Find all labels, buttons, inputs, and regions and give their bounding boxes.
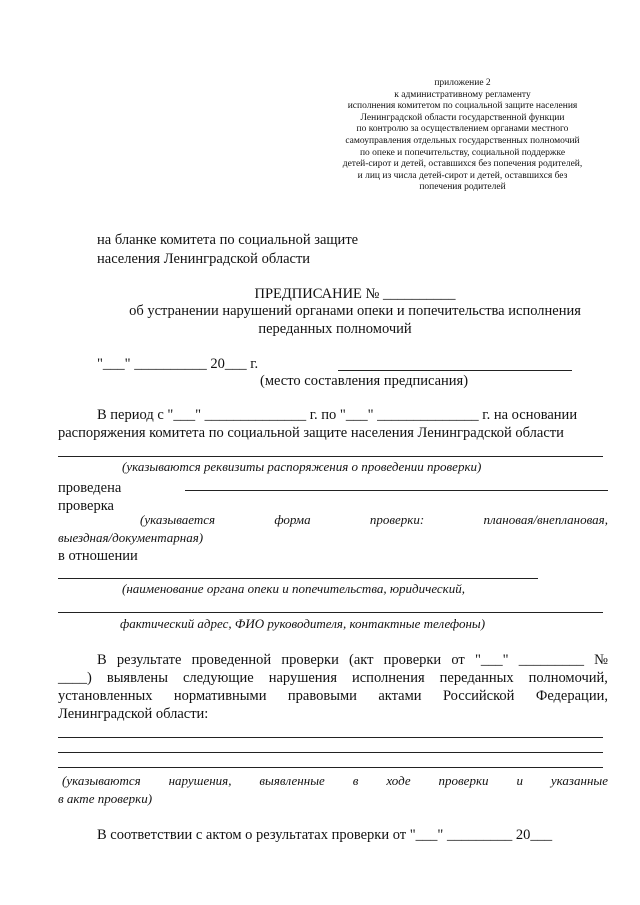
appendix-line: приложение 2 [434, 78, 491, 88]
place-caption: (место составления предписания) [260, 373, 469, 389]
violations-underline-3 [58, 767, 603, 768]
inspection-caption-line-2: выездная/документарная) [58, 530, 204, 545]
period-line-2: распоряжения комитета по социальной защите населения Ленинградской области [58, 425, 564, 441]
caption-word: в [352, 773, 359, 788]
violations-caption-line-2: в акте проверки) [58, 791, 153, 806]
document-title: ПРЕДПИСАНИЕ № __________ [254, 286, 456, 302]
final-paragraph-line: В соответствии с актом о результатах проверки от "___" _________ 20___ [97, 827, 553, 843]
word: № [594, 652, 608, 668]
word: проверки [383, 652, 442, 668]
caption-word: нарушения, [168, 773, 232, 788]
appendix-line: исполнения комитетом по социальной защите населения [347, 101, 578, 112]
inspection-underline [185, 490, 608, 491]
result-line-1 [97, 650, 608, 670]
letterhead-line-2: населения Ленинградской области [97, 251, 311, 267]
regarding-underline-1 [58, 578, 538, 579]
word: актами [378, 688, 422, 704]
word: "___" [474, 652, 509, 668]
word: проведенной [191, 652, 272, 668]
appendix-line: по опеке и попечительству, социальной поддержке [359, 147, 566, 158]
regarding-caption-1: (наименование органа опеки и попечительства, юридический, [122, 581, 466, 596]
word: (акт [349, 652, 374, 668]
word: Российской [442, 688, 515, 704]
word: нарушения [268, 670, 337, 686]
result-line-2 [58, 668, 608, 688]
inspection-word-1: проведена [58, 480, 122, 496]
caption-word: плановая/внеплановая, [483, 512, 608, 527]
document-subtitle-1: об устранении нарушений органами опеки и попечительства исполнения [129, 303, 581, 319]
word: от [451, 652, 465, 668]
inspection-word-2: проверка [58, 498, 114, 514]
appendix-line: по контролю за осуществлением органами местного [356, 124, 569, 135]
word: ____) [58, 670, 92, 686]
violations-underline-2 [58, 752, 603, 753]
word: переданных [439, 670, 514, 686]
caption-word: форма [274, 512, 311, 527]
violations-caption [62, 773, 608, 789]
word: полномочий, [528, 670, 608, 686]
caption-word: проверки: [369, 512, 425, 527]
word: правовыми [287, 688, 357, 704]
word: В [97, 652, 107, 668]
appendix-line: и лиц из числа детей-сирот и детей, оставшихся без [357, 170, 568, 181]
word: следующие [182, 670, 254, 686]
period-line-1: В период с "___" ______________ г. по "___" ______________ г. на основании [97, 407, 578, 423]
appendix-line: самоуправления отдельных государственных полномочий [345, 135, 580, 146]
regarding-underline-2 [58, 612, 603, 613]
appendix-line: попечения родителей [419, 182, 506, 193]
order-details-underline [58, 456, 603, 457]
word: выявлены [106, 670, 168, 686]
caption-word: ходе [386, 773, 411, 788]
caption-word: выявленные [259, 773, 325, 788]
document-subtitle-2: переданных полномочий [258, 321, 412, 337]
appendix-block [300, 78, 625, 194]
regarding-label: в отношении [58, 548, 138, 564]
appendix-line: детей-сирот и детей, оставшихся без попечения родителей, [342, 159, 583, 170]
result-line-3 [58, 686, 608, 706]
regarding-caption-2: фактический адрес, ФИО руководителя, контактные телефоны) [120, 616, 486, 631]
word: установленных [58, 688, 153, 704]
caption-word: и [516, 773, 523, 788]
caption-word: указанные [550, 773, 608, 788]
inspection-caption [140, 512, 608, 528]
word: исполнения [351, 670, 425, 686]
caption-word: проверки [438, 773, 489, 788]
appendix-line: к административному регламенту [394, 89, 531, 100]
appendix-line: Ленинградской области государственной функции [360, 112, 565, 123]
word: Федерации, [535, 688, 608, 704]
word: нормативными [173, 688, 267, 704]
violations-underline-1 [58, 737, 603, 738]
word: проверки [281, 652, 339, 668]
word: результате [116, 652, 182, 668]
letterhead-line-1: на бланке комитета по социальной защите [97, 232, 359, 248]
order-details-caption: (указываются реквизиты распоряжения о проведении проверки) [122, 459, 482, 474]
result-line-4: Ленинградской области: [58, 706, 209, 722]
word: _________ [518, 652, 584, 668]
date-field: "___" __________ 20___ г. [97, 356, 259, 372]
caption-word: (указываются [62, 773, 141, 788]
caption-word: (указывается [140, 512, 216, 527]
